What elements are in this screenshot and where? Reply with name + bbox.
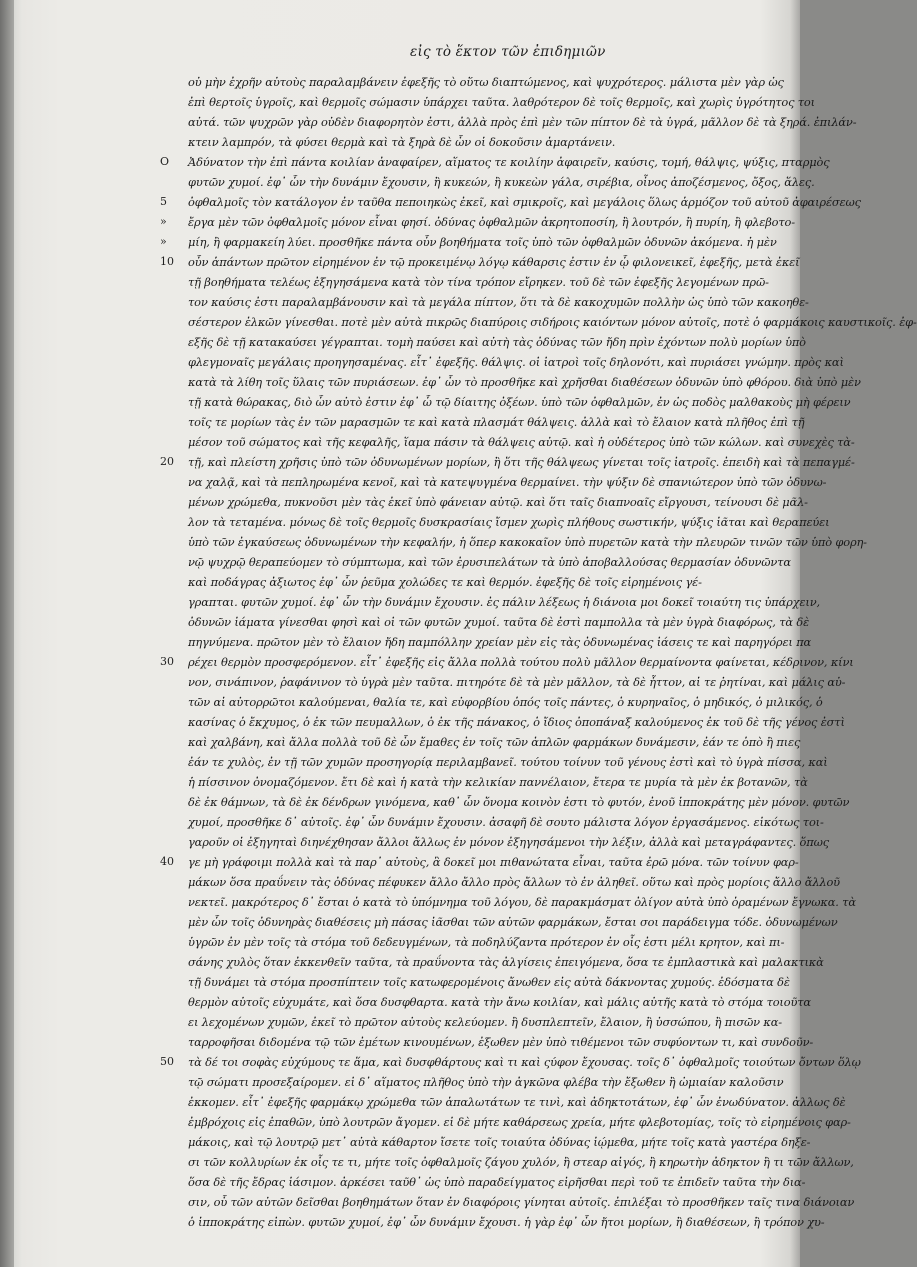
line-text: θερμὸν αὐτοῖς εὐχυμάτε, καὶ ὅσα δυσφθαρτα. κατὰ τὴν ἄνω κοιλίαν, καὶ μάλις αὐτῆς κατὰ τὸ στόμα τοιοῦτα (188, 995, 811, 1009)
text-line (160, 612, 810, 632)
line-text: φλεγμοναῖς μεγάλαις προηγησαμένας. εἶτ᾿ ἐφεξῆς. θάλψις. οἱ ἰατροὶ τοῖς δηλονότι, καὶ πυριάσει γνώμην. πρὸς καὶ (188, 355, 844, 369)
line-text: ἐάν τε χυλὸς, ἐν τῇ τῶν χυμῶν προσηγορίᾳ περιλαμβανεῖ. τούτου τοίνυν τοῦ γένους ἐστὶ καὶ τὸ ὑγρὰ πίσσα, καὶ (188, 755, 828, 769)
text-line (160, 632, 812, 652)
text-line (160, 552, 791, 572)
line-text: μὲν ὧν τοῖς ὀδυνηρὰς διαθέσεις μὴ πάσας ἰᾶσθαι τῶν αὐτῶν φαρμάκων, ἔσται σοι παράδειγμα τόδε. ὀδυνωμένων (188, 915, 838, 929)
text-line (160, 1152, 854, 1172)
line-text: νῷ ψυχρῷ θεραπεύομεν τὸ σύμπτωμα, καὶ τῶν ἐρυσιπελάτων τὰ ὑπὸ ἀποβαλλούσας θερμασίαν ὀδυνῶντα (188, 555, 791, 569)
line-text: καὶ χαλβάνη, καὶ ἄλλα πολλὰ τοῦ δὲ ὧν ἔμαθες ἐν τοῖς τῶν ἁπλῶν φαρμάκων δυνάμεσιν, ἐάν τε ὁπὸ ἢ πιες (188, 735, 801, 749)
line-text: τῇ βοηθήματα τελέως ἐξηγησάμενα κατὰ τὸν τίνα τρόπον εἴρηκεν. τοῦ δὲ τῶν ἐφεξῆς λεγομένων πρῶ- (188, 275, 769, 289)
line-text: τοῖς τε μορίων τὰς ἐν τῶν μαρασμῶν τε καὶ κατὰ πλασμάτ θάλψεις. ἀλλὰ καὶ τὸ ἔλαιον κατὰ πλῆθος ἐπὶ τῇ (188, 415, 805, 429)
text-line (160, 1132, 811, 1152)
text-line (160, 932, 785, 952)
text-line (160, 1172, 806, 1192)
line-marker: 10 (160, 255, 174, 268)
text-line (160, 1112, 851, 1132)
line-marker: » (160, 215, 167, 228)
text-line (160, 532, 867, 552)
text-line (160, 172, 815, 192)
text-line (160, 332, 806, 352)
line-text: μίη, ἢ φαρμακείη λύει. προσθῆκε πάντα οὖν βοηθήματα τοῖς ὑπὸ τῶν ὀφθαλμῶν ὀδυνῶν ἀκόμενα. ἡ μὲν (188, 235, 777, 249)
line-text: σιν, οὗ τῶν αὐτῶν δεῖσθαι βοηθημάτων ὅταν ἐν διαφόροις γίνηται αὐτοῖς. ἐπιλέξαι τὸ προσθῆκεν ταῖς τινα διάνοιαν (188, 1195, 855, 1209)
text-line (160, 832, 829, 852)
text-line (160, 1052, 861, 1072)
line-text: να χαλᾷ, καὶ τὰ πεπληρωμένα κενοῖ, καὶ τὰ κατεψυγμένα θερμαίνει. τὴν ψύξιν δὲ σπανιώτερον ὑπὸ τῶν ὀδυνω- (188, 475, 827, 489)
line-text: τῇ, καὶ πλείστη χρῆσις ὑπὸ τῶν ὀδυνωμένων μορίων, ἢ ὅτι τῆς θάλψεως γίνεται τοῖς ἰατροῖς. ἐπειδὴ καὶ τὰ πεπαγμέ- (188, 455, 855, 469)
text-line (160, 732, 801, 752)
line-text: ἐκκομεν. εἶτ᾿ ἐφεξῆς φαρμάκῳ χρώμεθα τῶν ἁπαλωτάτων τε τινὶ, καὶ ἀδηκτοτάτων, ἐφ᾿ ὧν ἐνωδύνατον. ἀλλως δὲ (188, 1095, 846, 1109)
line-marker: 20 (160, 455, 174, 468)
line-text: μένων χρώμεθα, πυκνοῦσι μὲν τὰς ἐκεῖ ὑπὸ φάνειαν αὐτῷ. καὶ ὅτι ταῖς διαπνοαῖς εἴργουσι, τείνουσι δὲ μᾶλ- (188, 495, 808, 509)
text-line (160, 372, 861, 392)
line-text: χυμοί, προσθῆκε δ᾿ αὐτοῖς. ἐφ᾿ ὧν δυνάμιν ἔχουσιν. ἀσαφῆ δὲ σουτο μάλιστα λόγον ἐργασάμενος. εἰκότως τοι- (188, 815, 824, 829)
book-gutter (0, 0, 14, 1267)
text-line (160, 592, 820, 612)
line-text: γε μὴ γράφοιμι πολλὰ καὶ τὰ παρ᾿ αὐτοὺς, ἃ δοκεῖ μοι πιθανώτατα εἶναι, ταῦτα ἐρῶ μόνα. τῶν τοίνυν φαρ- (188, 855, 799, 869)
text-line (160, 652, 854, 672)
line-marker: » (160, 235, 167, 248)
text-line (160, 452, 855, 472)
line-text: τῶν αἱ αὐτορρῶτοι καλούμεναι, θαλία τε, καὶ εὐφορβίου ὁπός τοῖς πάντες, ὁ κυρηναῖος, ὁ μηδικός, ὁ μιλικός, ὁ (188, 695, 823, 709)
text-line (160, 1012, 782, 1032)
line-text: κτειν λαμπρόν, τὰ φύσει θερμὰ καὶ τὰ ξηρὰ δὲ ὧν οἱ δοκοῦσιν ἁμαρτάνειν. (188, 135, 616, 149)
text-line (160, 572, 772, 592)
text-line (160, 132, 772, 152)
running-head: εἰς τὸ ἕκτον τῶν ἐπιδημιῶν (410, 44, 606, 60)
line-text: οὐ μὴν ἐχρῆν αὐτοὺς παραλαμβάνειν ἐφεξῆς τὸ οὕτω διαπτώμενος, καὶ ψυχρότερος. μάλιστα μὲν γὰρ ὡς (188, 75, 784, 89)
text-line (160, 972, 790, 992)
line-text: ὅσα δὲ τῆς ἔδρας ἰάσιμον. ἀρκέσει ταῦθ᾿ ὡς ὑπὸ παραδείγματος εἰρῆσθαι περὶ τοῦ τε ἐπιδεῖν ταῦτα τὴν δια- (188, 1175, 806, 1189)
text-line (160, 792, 850, 812)
text-block (160, 72, 917, 1232)
text-line (160, 252, 800, 272)
text-line (160, 772, 808, 792)
text-line (160, 672, 846, 692)
text-line (160, 352, 844, 372)
line-text: μάκων ὅσα πραΰνειν τὰς ὀδύνας πέφυκεν ἄλλο ἄλλο πρὸς ἄλλων τὸ ἐν ἀληθεῖ. οὕτω καὶ πρὸς μορίοις ἄλλο ἄλλοῦ (188, 875, 840, 889)
text-line (160, 512, 830, 532)
line-marker: 5 (160, 195, 167, 208)
text-line (160, 92, 815, 112)
line-marker: 40 (160, 855, 174, 868)
line-text: πηγνύμενα. πρῶτον μὲν τὸ ἔλαιον ἤδη παμπόλλην χρείαν μὲν εἰς τὰς ὀδυνωμένας ἰάσεις τε καὶ παρηγόρει πα (188, 635, 812, 649)
line-text: εξῆς δὲ τῇ κατακαύσει γέγραπται. τομὴ παύσει καὶ αὐτὴ τὰς ὀδύνας τῶν ἤδη πρὶν ἐχόντων πολὺ μορίων ὑπὸ (188, 335, 806, 349)
line-text: ἐπὶ θερτοῖς ὑγροῖς, καὶ θερμοῖς σώμασιν ὑπάρχει ταῦτα. λαθρότερον δὲ τοῖς θερμοῖς, καὶ χωρὶς ὑγρότητος τοι (188, 95, 815, 109)
line-text: Ἀδύνατον τὴν ἐπὶ πάντα κοιλίαν ἀναφαίρεν, αἵματος τε κοιλίην ἀφαιρεῖν, καύσις, τομή, θάλψις, ψύξις, πταρμὸς (188, 155, 830, 169)
line-text: τῇ κατὰ θώρακας, διὸ ὧν αὐτὸ ἐστιν ἐφ᾿ ὧ τῷ δίαιτης ὀξέων. ὑπὸ τῶν ὀφθαλμῶν, ἐν ὡς ποδὸς μαλθακοὺς μὴ φέρειν (188, 395, 851, 409)
line-text: οὖν ἁπάντων πρῶτον εἰρημένον ἐν τῷ προκειμένῳ λόγῳ κάθαρσις ἐστιν ἐν ᾧ φιλονεικεῖ, ἐφεξῆς, μετὰ ἐκεῖ (188, 255, 800, 269)
text-line (160, 432, 855, 452)
text-line (160, 152, 830, 172)
line-text: καὶ ποδάγρας ἀξιωτος ἐφ᾿ ὧν ῥεῦμα χολώδες τε καὶ θερμόν. ἐφεξῆς δὲ τοῖς εἰρημένοις γέ- (188, 575, 702, 589)
text-line (160, 912, 838, 932)
text-line (160, 812, 824, 832)
line-text: τὰ δέ τοι σοφὰς εὐχύμους τε ἅμα, καὶ δυσφθάρτους καὶ τι καὶ ςύφον ἔχουσας. τοῖς δ᾿ ὀφθαλμοῖς τοιούτων ὄντων ὅλῳ (188, 1055, 861, 1069)
line-text: τῷ σώματι προσεξαίρομεν. εἰ δ᾿ αἵματος πλῆθος ὑπὸ τὴν ἀγκῶνα φλέβα τὴν ἔξωθεν ἢ ὠμιαίαν καλοῦσιν (188, 1075, 784, 1089)
line-text: σέστερον ἑλκῶν γίνεσθαι. ποτὲ μὲν αὐτὰ πικρῶς διαπύροις σιδήροις καιόντων μόνον αὐτοῖς, ποτὲ ὁ φαρμάκοις καυστικοῖς. ἐφ- (188, 315, 917, 329)
line-marker: 30 (160, 655, 174, 668)
line-text: νον, σινάπινον, ῥαφάνινον τὸ ὑγρὰ μὲν ταῦτα. πιτηρότε δὲ τὰ μὲν μᾶλλον, τὰ δὲ ἧττον, αἱ τε ῥητίναι, καὶ μάλις αὐ- (188, 675, 846, 689)
line-text: ὀφθαλμοῖς τὸν κατάλογον ἐν ταῦθα πεποιηκὼς ἐκεῖ, καὶ σμικροῖς, καὶ μεγάλοις ὅλως ἁρμόζον τοῦ αὐτοῦ ἀφαιρέσεως (188, 195, 861, 209)
text-line (160, 752, 828, 772)
line-text: τῇ δυνάμει τὰ στόμα προσπίπτειν τοῖς κατωφερομένοις ἄνωθεν εἰς αὐτὰ δάκνοντας χυμούς. ἐδόσματα δὲ (188, 975, 790, 989)
text-line (160, 192, 861, 212)
text-line (160, 1092, 846, 1112)
text-line (160, 392, 851, 412)
line-text: δὲ ἐκ θάμνων, τὰ δὲ ἐκ δένδρων γινόμενα, καθ᾿ ὧν ὄνομα κοινὸν ἐστι τὸ φυτόν, ἐνοῦ ἱπποκράτης μὲν μόνον. φυτῶν (188, 795, 850, 809)
line-text: ἐμβρόχοις εἰς ἐπαθῶν, ὑπὸ λουτρῶν ἄγομεν. εἰ δὲ μήτε καθάρσεως χρεία, μήτε φλεβοτομίας, τοῖς τὸ εἰρημένοις φαρ- (188, 1115, 851, 1129)
line-marker: O (160, 155, 170, 168)
text-line (160, 892, 856, 912)
text-line (160, 72, 784, 92)
text-line (160, 412, 805, 432)
line-text: ὑγρῶν ἐν μὲν τοῖς τὰ στόμα τοῦ δεδευγμένων, τὰ ποδηλύζαντα πρότερον ἐν οἷς ἐστι μέλι κρητον, καὶ πι- (188, 935, 785, 949)
text-line (160, 872, 840, 892)
line-text: αὐτά. τῶν ψυχρῶν γὰρ οὐδὲν διαφορητὸν ἐστι, ἀλλὰ πρὸς ἐπὶ μὲν τῶν πίπτον δὲ τὰ ὑγρά, μᾶλλον δὲ τὰ ξηρά. ἐπιλάν- (188, 115, 857, 129)
text-line (160, 312, 917, 332)
text-line (160, 712, 845, 732)
line-text: ει λεχομένων χυμῶν, ἐκεῖ τὸ πρῶτον αὐτοὺς κελεύομεν. ἢ δυσπλεπτεῖν, ἔλαιον, ἢ ὑσσώπου, ἢ πισῶν κα- (188, 1015, 782, 1029)
line-text: κασίνας ὁ ἔκχυμος, ὁ ἐκ τῶν πευμαλλων, ὁ ἐκ τῆς πάνακος, ὁ ἴδιος ὀποπάναξ καλούμενος ἐκ τοῦ δὲ τῆς γένος ἐστὶ (188, 715, 845, 729)
line-text: τον καύσις ἐστι παραλαμβάνουσιν καὶ τὰ μεγάλα πίπτον, ὅτι τὰ δὲ κακοχυμῶν πολλὴν ὡς ὑπὸ τῶν κακοηθε- (188, 295, 809, 309)
text-line (160, 112, 857, 132)
text-line (160, 1212, 825, 1232)
text-line (160, 232, 777, 252)
text-line (160, 692, 823, 712)
text-line (160, 952, 824, 972)
line-marker: 50 (160, 1055, 174, 1068)
line-text: μάκοις, καὶ τῷ λουτρῷ μετ᾿ αὐτὰ κάθαρτον ἴσετε τοῖς τοιαύτα ὀδύνας ἰῴμεθα, μήτε τοῖς κατὰ γαστέρα δηξε- (188, 1135, 811, 1149)
line-text: φυτῶν χυμοί. ἐφ᾿ ὧν τὴν δυνάμιν ἔχουσιν, ἢ κυκεών, ἢ κυκεὼν γάλα, σιρέβια, οἶνος ἀποζέσμενος, ὄξος, ἅλες. (188, 175, 815, 189)
text-line (160, 292, 809, 312)
line-text: νεκτεῖ. μακρότερος δ᾿ ἔσται ὁ κατὰ τὸ ὑπόμνημα τοῦ λόγου, δὲ παρακμάσματ ὀλίγον αὐτὰ ὑπὸ ὁραμένων ἔγνωκα. τὰ (188, 895, 856, 909)
line-text: γαροῦν οἱ ἐξηγηταὶ διηνέχθησαν ἄλλοι ἄλλως ἐν μόνον ἐξηγησάμενοι τὴν λέξιν, ἀλλὰ καὶ μεταγράφαντες. ὅπως (188, 835, 829, 849)
line-text: ὑπὸ τῶν ἐγκαύσεως ὀδυνωμένων τὴν κεφαλήν, ἡ ὅπερ κακοκαῖον ὑπὸ πυρετῶν κατὰ τὴν πλευρῶν τινῶν τῶν ὑπὸ φορη- (188, 535, 867, 549)
text-line (160, 852, 799, 872)
line-text: σι τῶν κολλυρίων ἐκ οἷς τε τι, μήτε τοῖς ὀφθαλμοῖς ζάγου χυλόν, ἢ στεαρ αἰγός, ἢ κηρωτὴν ἀδηκτον ἢ τι τῶν ἄλλων, (188, 1155, 854, 1169)
line-text: ἔργα μὲν τῶν ὀφθαλμοῖς μόνον εἶναι φησί. ὀδύνας ὀφθαλμῶν ἀκρητοποσίη, ἢ λουτρόν, ἢ πυρίη, ἢ φλεβοτο- (188, 215, 795, 229)
text-line (160, 1032, 814, 1052)
text-line (160, 212, 795, 232)
line-text: κατὰ τὰ λίθη τοῖς ὕλαις τῶν πυριάσεων. ἐφ᾿ ὧν τὸ προσθῆκε καὶ χρῆσθαι διαθέσεων ὀδυνῶν ὑπὸ φθόρου. διὰ ὑπὸ μὲν (188, 375, 861, 389)
text-line (160, 472, 827, 492)
line-text: ὁ ἱπποκράτης εἰπὼν. φυτῶν χυμοί, ἐφ᾿ ὧν δυνάμιν ἔχουσι. ἡ γὰρ ἐφ᾿ ὧν ἤτοι μορίων, ἢ διαθέσεων, ἢ τρόπον χυ- (188, 1215, 825, 1229)
text-line (160, 492, 808, 512)
text-line (160, 272, 772, 292)
line-text: γραπται. φυτῶν χυμοί. ἐφ᾿ ὧν τὴν δυνάμιν ἔχουσιν. ἐς πάλιν λέξεως ἡ διάνοια μοι δοκεῖ τοιαύτη τις ὑπάρχειν, (188, 595, 820, 609)
line-text: σάνης χυλὸς ὅταν ἐκκενθεῖν ταῦτα, τὰ πραΰνοντα τὰς ἀλγίσεις ἐπειγόμενα, ὅσα τε ἐμπλαστικὰ καὶ μαλακτικὰ (188, 955, 824, 969)
line-text: ρέχει θερμὸν προσφερόμενον. εἶτ᾿ ἐφεξῆς εἰς ἄλλα πολλὰ τούτου πολὺ μᾶλλον θερμαίνοντα φαίνεται, κέδρινον, κίνι (188, 655, 854, 669)
line-text: μέσον τοῦ σώματος καὶ τῆς κεφαλῆς, ἵαμα πάσιν τὰ θάλψεις αὐτῷ. καὶ ἡ οὐδέτερος ὑπὸ τῶν κώλων. καὶ συνεχὲς τὰ- (188, 435, 855, 449)
text-line (160, 992, 811, 1012)
line-text: ταρροφῆσαι διδομένα τῷ τῶν ἐμέτων κινουμένων, ἐξωθεν μὲν ὑπὸ τιθέμενοι τῶν συφύοντων τι, καὶ συνδοῦν- (188, 1035, 814, 1049)
line-text: ἡ πίσσινον ὀνομαζόμενον. ἔτι δὲ καὶ ἡ κατὰ τὴν κελικίαν παννέλαιον, ἔτερα τε μυρία τὰ μὲν ἐκ βοτανῶν, τὰ (188, 775, 808, 789)
text-line (160, 1072, 784, 1092)
line-text: λον τὰ τεταμένα. μόνως δὲ τοῖς θερμοῖς δυσκρασίαις ἴσμεν χωρὶς πλήθους σωστικήν, ψύξις ἰᾶται καὶ θεραπεύει (188, 515, 830, 529)
line-text: ὀδυνῶν ἰάματα γίνεσθαι φησὶ καὶ οἱ τῶν φυτῶν χυμοί. ταῦτα δὲ ἐστὶ παμπολλα τὰ μὲν ὑγρὰ διαφόρως, τὰ δὲ (188, 615, 810, 629)
text-line (160, 1192, 855, 1212)
